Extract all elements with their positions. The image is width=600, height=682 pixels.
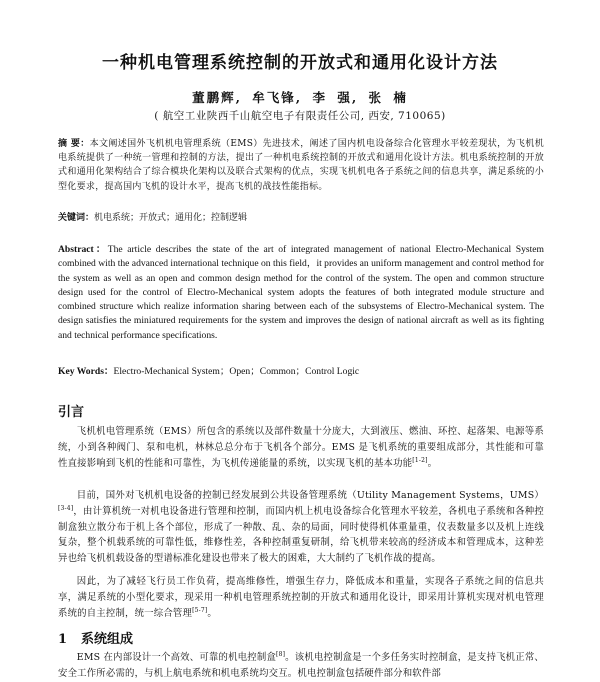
section-1-paragraph-1-text-a: EMS 在内部设计一个高效、可靠的机电控制盒 — [76, 652, 277, 663]
section-1-number: 1 — [58, 632, 68, 647]
intro-paragraph-2-text-b: ，由计算机统一对机电设备进行管理和控制，而国内机上机电设备综合化管理水平较差，各机电子系统和各种控制盒独立散分布于机上各个部位，形成了一种散、乱、杂的局面，同时使得机体重量重，仪表数量多以及机上连线复杂，整个机载系统的可靠性低，维修性差，各种控制重复研制，给飞机带来较高的经济成本和管理成本，这种差异也给飞机机载设备的型谱标准化建设也带来了极大的困难，大大制约了飞机作战的提高。 — [58, 505, 544, 565]
chinese-abstract — [58, 137, 544, 194]
intro-paragraph-1 — [58, 424, 544, 471]
english-abstract-text: The article describes the state of the art of integrated management of national Electro-Mechanical System combined with the advanced international technique on this field，it provides an uniform management and control method for the system as well as an open and common design method for the control of the system. The open and common structure design used for the control of Electro-Mechanical system adopts the features of both integrated module structure and combined structure which realize information sharing between each of the subsystems of Electro-Mechanical system. The design satisfies the miniatured requirements for the system and improves the design of national aircraft as well as its fighting and technical performance specifications. — [58, 244, 544, 341]
english-abstract — [58, 243, 544, 343]
section-1-paragraph-1-text-b: 。该机电控制盒是一个多任务实时控制盒，是支持飞机正常、安全工作所必需的，与机上航电系统和机电系统均交互。机电控制盒包括硬件部分和软件部 — [58, 652, 544, 679]
chinese-keywords-label: 关键词： — [58, 213, 95, 223]
citation-ref: [8] — [276, 650, 286, 658]
introduction-heading: 引言 — [58, 405, 85, 420]
intro-paragraph-2 — [58, 488, 544, 567]
english-keywords-text: Electro-Mechanical System；Open；Common；Control Logic — [113, 366, 360, 377]
intro-paragraph-1-end: 。 — [427, 457, 438, 469]
paper-affiliation: ( 航空工业陕西千山航空电子有限责任公司, 西安, 710065) — [154, 110, 446, 122]
intro-paragraph-3-end: 。 — [207, 607, 217, 619]
citation-ref: [5-7] — [192, 606, 208, 614]
english-abstract-label: Abstract： — [58, 244, 108, 255]
english-keywords-label: Key Words： — [58, 366, 114, 377]
chinese-keywords — [58, 211, 544, 225]
intro-paragraph-3 — [58, 574, 544, 621]
chinese-abstract-text: 本文阐述国外飞机机电管理系统（EMS）先进技术，阐述了国内机电设备综合化管理水平较差现状，为飞机机电系统提供了一种统一管理和控制的方法，提出了一种机电系统控制的开放式和通用化设计方法。机电系统控制的开放式和通用化架构结合了综合模块化架构以及联合式架构的优点，实现飞机机电各子系统之间的信息共享，满足系统的小型化要求，提高国内飞机的设计水平，提高飞机的战技性能指标。 — [58, 139, 544, 192]
paper-authors: 董鹏辉, 牟飞锋, 李 强, 张 楠 — [192, 90, 408, 105]
paper-title: 一种机电管理系统控制的开放式和通用化设计方法 — [102, 53, 498, 73]
section-1-paragraph-1 — [58, 650, 544, 682]
section-1-heading — [58, 628, 133, 647]
chinese-keywords-text: 机电系统；开放式；通用化；控制逻辑 — [94, 213, 248, 223]
intro-paragraph-3-text: 因此，为了减轻飞行员工作负荷，提高维修性，增强生存力，降低成本和重量，实现各子系统之间的信息共享，满足系统的小型化要求，现采用一种机电管理系统控制的开放式和通用化设计，即采用计算机实现对机电管理系统的自主控制，统一综合管理 — [58, 576, 544, 619]
english-keywords — [58, 365, 544, 379]
section-1-title: 系统组成 — [81, 632, 134, 647]
citation-ref: [1-2] — [412, 456, 428, 464]
intro-paragraph-1-text: 飞机机电管理系统（EMS）所包含的系统以及部件数量十分庞大，大到液压、燃油、环控、起落架、电源等系统，小到各种阀门、泵和电机，林林总总分布于飞机各个部分。EMS 是飞机系统的重要组成部分，其性能和可靠性直接影响到飞机的性能和可靠性，为飞机传递能量的系统，以实现飞机的基本功能 — [58, 426, 544, 469]
intro-paragraph-2-text-a: 目前，国外对飞机机电设备的控制已经发展到公共设备管理系统（Utility Management Systems，UMS） — [76, 490, 544, 501]
citation-ref: [3-4] — [58, 504, 74, 512]
chinese-abstract-label: 摘 要： — [58, 139, 90, 149]
